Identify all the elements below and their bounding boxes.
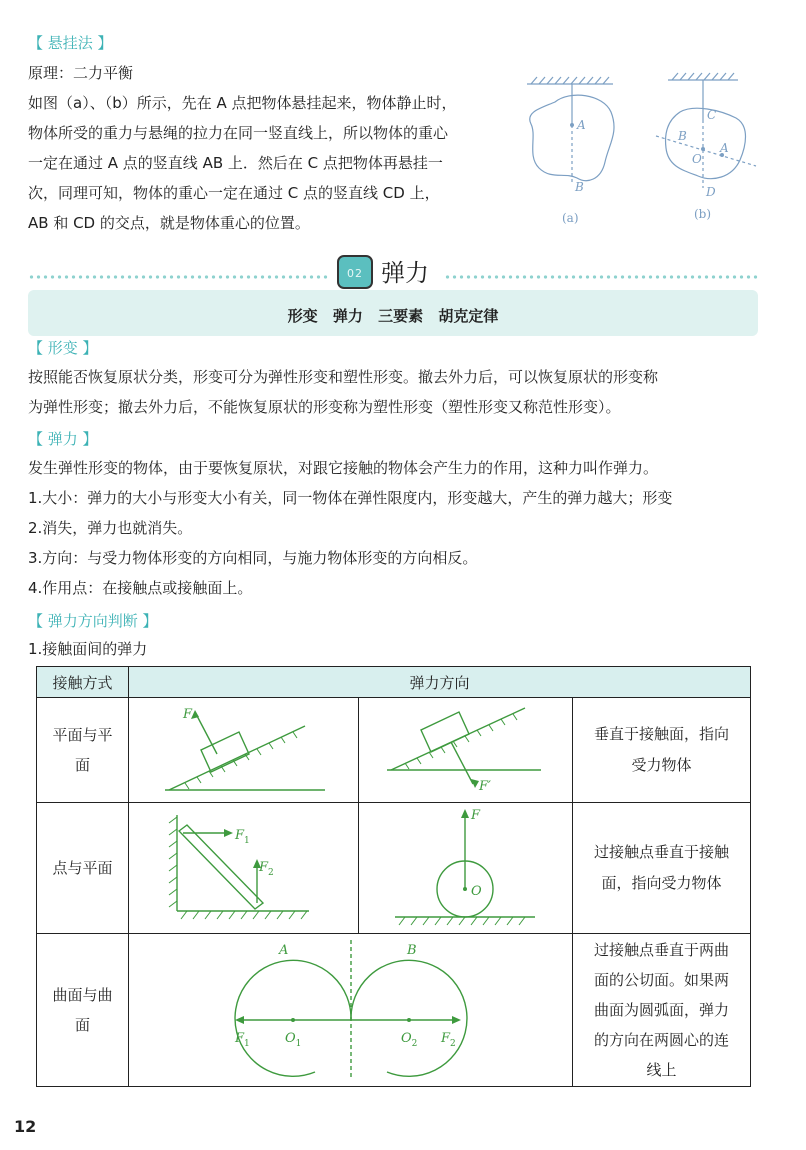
force-label-f-prime: F′ [479, 779, 491, 794]
dotted-rule-left [28, 275, 330, 279]
elastic-force-paragraph [28, 453, 672, 603]
direction-description: 垂直于接触面，指向 受力物体 [573, 698, 751, 803]
label-b: B [678, 129, 687, 143]
label-a: A [577, 118, 586, 132]
force-label-f: F [471, 808, 481, 823]
dotted-rule-right [444, 275, 758, 279]
header-contact-type: 接触方式 [37, 667, 129, 698]
block-on-incline-force-figure [129, 698, 359, 798]
contact-type-cell: 曲面与曲 面 [37, 934, 129, 1087]
contact-type-cell: 平面与平 面 [37, 698, 129, 803]
section-number-badge: 02 [337, 255, 373, 289]
ceiling-hatch [531, 77, 609, 84]
deformation-line: 为弹性形变；撤去外力后，不能恢复原状的形变称为塑性形变（塑性形变又称范性形变）。 [28, 398, 621, 416]
two-arcs-contact-figure [129, 934, 573, 1082]
figure-b-suspension [650, 70, 765, 230]
suspension-paragraph [28, 88, 457, 238]
label-a: A [720, 141, 729, 155]
suspension-principle: 原理：二力平衡 [28, 64, 134, 82]
direction-description: 过接触点垂直于接触 面，指向受力物体 [573, 803, 751, 934]
figure-cell [359, 803, 573, 934]
force-label-f1: $F_1$ [235, 828, 250, 846]
arc-label-b: B [407, 943, 417, 958]
keywords-band: 形变 弹力 三要素 胡克定律 [28, 290, 758, 336]
center-label-o: O [471, 884, 482, 899]
figure-a-suspension [515, 72, 630, 232]
caption-b: (b) [694, 207, 712, 221]
elastic-force-line: 4.作用点：在接触点或接触面上。 [28, 579, 253, 597]
force-label-f2: $F_2$ [441, 1031, 456, 1049]
direction-description: 过接触点垂直于两曲 面的公切面。如果两 曲面为圆弧面，弹力 的方向在两圆心的连 线上 [573, 934, 751, 1087]
label-o: O [692, 152, 702, 166]
force-label-f1: $F_1$ [235, 1031, 250, 1049]
section-title: 弹力 [381, 259, 429, 287]
figure-cell [129, 698, 359, 803]
center-label-o1: $O_1$ [285, 1031, 302, 1049]
header-force-direction: 弹力方向 [129, 667, 751, 698]
center-label-o2: $O_2$ [401, 1031, 418, 1049]
caption-a: (a) [562, 211, 579, 225]
table-row [37, 934, 751, 1087]
deformation-paragraph [28, 362, 658, 422]
elastic-force-line: 2.消失，弹力也就消失。 [28, 519, 193, 537]
page-number: 12 [14, 1117, 37, 1136]
suspension-line: 次，同理可知，物体的重心一定在通过 C 点的竖直线 CD 上， [28, 184, 440, 202]
figure-cell [359, 698, 573, 803]
elastic-force-heading: 【 弹力 】 [28, 430, 98, 448]
deformation-heading: 【 形变 】 [28, 339, 98, 357]
elastic-force-line: 发生弹性形变的物体，由于要恢复原状，对跟它接触的物体会产生力的作用，这种力叫作弹力。 [28, 459, 659, 477]
ball-on-ground-figure [359, 803, 573, 929]
block-pressing-incline-figure [359, 698, 573, 798]
force-label-f: F [183, 707, 193, 722]
force-label-f2: $F_2$ [259, 860, 274, 878]
suspension-line: 物体所受的重力与悬绳的拉力在同一竖直线上，所以物体的重心 [28, 124, 449, 142]
deformation-line: 按照能否恢复原状分类，形变可分为弹性形变和塑性形变。撤去外力后，可以恢复原状的形变称 [28, 368, 659, 386]
irregular-body [666, 108, 746, 178]
arc-label-a: A [279, 943, 289, 958]
direction-subheading: 1.接触面间的弹力 [28, 640, 148, 658]
contact-type-cell: 点与平面 [37, 803, 129, 934]
elastic-force-line: 3.方向：与受力物体形变的方向相同，与施力物体形变的方向相反。 [28, 549, 478, 567]
elastic-direction-table [36, 666, 751, 1087]
direction-heading: 【 弹力方向判断 】 [28, 612, 158, 630]
suspension-line: AB 和 CD 的交点，就是物体重心的位置。 [28, 214, 310, 232]
figure-cell [129, 934, 573, 1087]
suspension-line: 如图（a）、（b）所示，先在 A 点把物体悬挂起来，物体静止时， [28, 94, 457, 112]
rod-against-wall-figure [129, 803, 359, 929]
suspension-heading: 【 悬挂法 】 [28, 34, 113, 52]
figure-cell [129, 803, 359, 934]
table-row [37, 803, 751, 934]
table-header-row [37, 667, 751, 698]
label-d: D [706, 185, 716, 199]
table-row [37, 698, 751, 803]
elastic-force-line: 1.大小：弹力的大小与形变大小有关，同一物体在弹性限度内，形变越大，产生的弹力越大；形变 [28, 489, 673, 507]
suspension-line: 一定在通过 A 点的竖直线 AB 上．然后在 C 点把物体再悬挂一 [28, 154, 443, 172]
label-b: B [575, 180, 584, 194]
label-c: C [707, 108, 717, 122]
